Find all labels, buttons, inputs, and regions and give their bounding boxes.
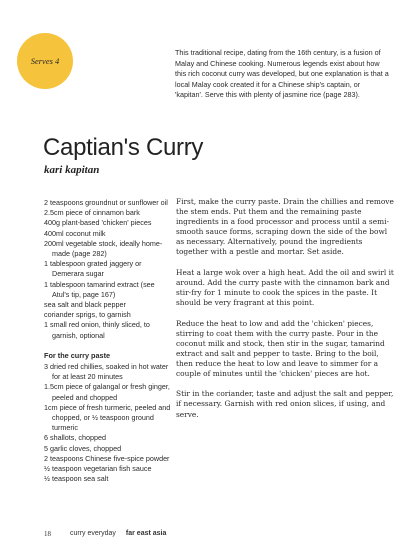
paste-ingredient-item: 1.5cm piece of galangal or fresh ginger, peeled and chopped xyxy=(44,382,170,402)
serves-label: Serves 4 xyxy=(30,56,60,66)
ingredient-item: sea salt and black pepper xyxy=(44,300,126,310)
ingredient-item: coriander sprigs, to garnish xyxy=(44,310,131,320)
method-step: Heat a large wok over a high heat. Add the oil and swirl it around. Add the curry paste with the cinnamon bark and stir-fry for 1 minute to cook the spices in the paste. It should be very fragrant at this point. xyxy=(176,267,394,308)
ingredient-item: 1 small red onion, thinly sliced, to garnish, optional xyxy=(44,320,150,340)
ingredient-item: 400ml coconut milk xyxy=(44,228,106,238)
chapter-name: far east asia xyxy=(125,530,167,537)
method-step: First, make the curry paste. Drain the chillies and remove the stem ends. Put them and the remaining paste ingredients in a food processor and process until a semi-smooth sauce forms, scraping down the side of the bowl as necessary. Alternatively, pound the ingredients together with a pestle and mortar. Set aside. xyxy=(176,197,394,257)
paste-ingredient-item: ½ teaspoon sea salt xyxy=(44,474,109,484)
method-step: Reduce the heat to low and add the 'chicken' pieces, stirring to coat them with the curry paste. Pour in the coconut milk and stock, then stir in the sugar, tamarind extract and salt and pepper to taste. Bring to the boil, then reduce the heat to low and leave to simmer for a couple of minutes until the 'chicken' pieces are hot. xyxy=(176,318,385,378)
paste-ingredient-item: ½ teaspoon vegetarian fish sauce xyxy=(44,464,152,474)
serves-badge xyxy=(17,33,73,89)
page-footer xyxy=(44,530,166,538)
ingredient-item: 2 teaspoons groundnut or sunflower oil xyxy=(44,198,168,207)
ingredient-item: 1 tablespoon tamarind extract (see Atul's tip, page 167) xyxy=(44,279,155,299)
paste-ingredient-item: 1cm piece of fresh turmeric, peeled and chopped, or ½ teaspoon ground turmeric xyxy=(44,402,171,433)
recipe-subtitle: kari kapitan xyxy=(44,164,100,176)
ingredient-item: 200ml vegetable stock, ideally home-made (page 282) xyxy=(44,238,163,259)
paste-ingredient-item: 6 shallots, chopped xyxy=(44,433,106,443)
recipe-title: Captian's Curry xyxy=(43,134,204,161)
paste-ingredient-item: 2 teaspoons Chinese five-spice powder xyxy=(44,453,170,463)
ingredient-item: 2.5cm piece of cinnamon bark xyxy=(44,208,140,218)
ingredient-item: 1 tablespoon grated jaggery or Demerara sugar xyxy=(44,259,142,279)
curry-paste-heading: For the curry paste xyxy=(44,350,111,360)
paste-ingredient-item: 3 dried red chillies, soaked in hot water for at least 20 minutes xyxy=(44,362,169,382)
page-number: 18 xyxy=(44,530,51,538)
book-title: curry everyday xyxy=(70,530,116,537)
method-step: Stir in the coriander, taste and adjust the salt and pepper, if necessary. Garnish with red onion slices, if using, and serve. xyxy=(176,389,394,419)
ingredients-list xyxy=(44,198,172,484)
method-section xyxy=(176,197,396,430)
paste-ingredient-item: 5 garlic cloves, chopped xyxy=(44,443,122,453)
intro-text: This traditional recipe, dating from the 16th century, is a fusion of Malay and Chinese cooking. Numerous legends exist about how this rich coconut curry was developed, but one explanation is that a local Malay cook created it for a Chinese ship's captain, or 'kapitan'. Serve this with plenty of jasmine rice (page 283). xyxy=(175,48,389,100)
ingredient-item: 400g plant-based 'chicken' pieces xyxy=(44,218,152,228)
